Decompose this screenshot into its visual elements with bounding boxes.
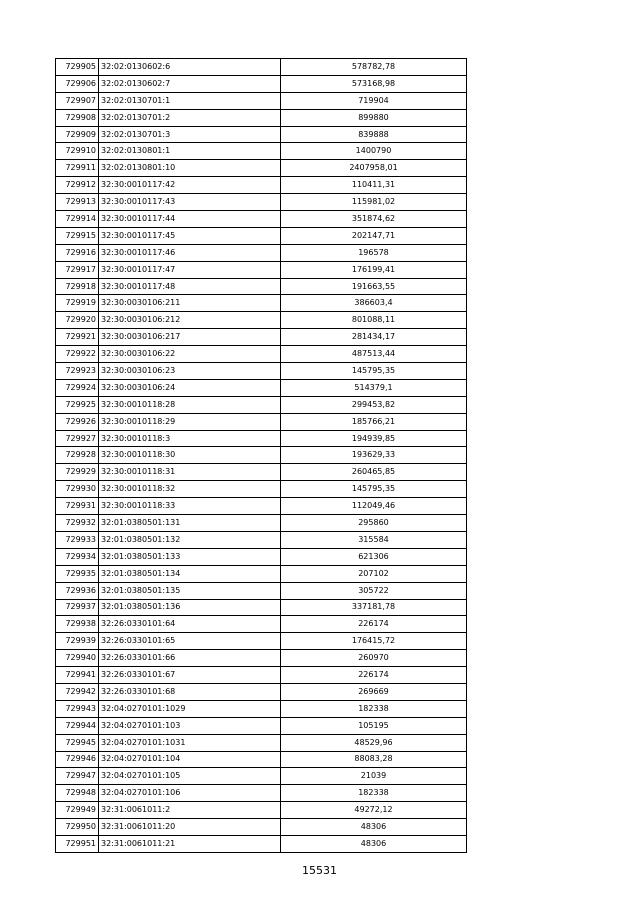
table-row bbox=[56, 582, 467, 599]
table-row bbox=[56, 633, 467, 650]
cadastral-number: 32:31:0061011:2 bbox=[99, 802, 281, 819]
page-number: 15531 bbox=[302, 864, 337, 877]
row-number: 729911 bbox=[56, 160, 99, 177]
row-number: 729940 bbox=[56, 650, 99, 667]
table-row bbox=[56, 346, 467, 363]
cadastral-value: 386603,4 bbox=[281, 295, 467, 312]
cadastral-value: 260970 bbox=[281, 650, 467, 667]
row-number: 729938 bbox=[56, 616, 99, 633]
table-row bbox=[56, 261, 467, 278]
cadastral-number: 32:02:0130701:1 bbox=[99, 92, 281, 109]
table-row bbox=[56, 363, 467, 380]
table-row bbox=[56, 768, 467, 785]
cadastral-number: 32:30:0010118:28 bbox=[99, 396, 281, 413]
cadastral-value: 578782,78 bbox=[281, 59, 467, 76]
row-number: 729907 bbox=[56, 92, 99, 109]
cadastral-value: 1400790 bbox=[281, 143, 467, 160]
cadastral-number: 32:01:0380501:133 bbox=[99, 548, 281, 565]
cadastral-number: 32:30:0030106:22 bbox=[99, 346, 281, 363]
cadastral-value: 226174 bbox=[281, 667, 467, 684]
cadastral-value: 112049,46 bbox=[281, 498, 467, 515]
cadastral-number: 32:26:0330101:67 bbox=[99, 667, 281, 684]
cadastral-value: 305722 bbox=[281, 582, 467, 599]
row-number: 729917 bbox=[56, 261, 99, 278]
cadastral-number: 32:30:0010117:47 bbox=[99, 261, 281, 278]
table-row bbox=[56, 819, 467, 836]
row-number: 729920 bbox=[56, 312, 99, 329]
row-number: 729925 bbox=[56, 396, 99, 413]
table-row bbox=[56, 227, 467, 244]
cadastral-value: 115981,02 bbox=[281, 194, 467, 211]
row-number: 729931 bbox=[56, 498, 99, 515]
cadastral-value: 21039 bbox=[281, 768, 467, 785]
cadastral-value: 182338 bbox=[281, 700, 467, 717]
cadastral-value: 2407958,01 bbox=[281, 160, 467, 177]
table-row bbox=[56, 481, 467, 498]
table-row bbox=[56, 717, 467, 734]
cadastral-number: 32:01:0380501:136 bbox=[99, 599, 281, 616]
row-number: 729947 bbox=[56, 768, 99, 785]
cadastral-number: 32:30:0010117:48 bbox=[99, 278, 281, 295]
table-row bbox=[56, 430, 467, 447]
table-row bbox=[56, 531, 467, 548]
cadastral-value: 351874,62 bbox=[281, 211, 467, 228]
cadastral-number: 32:30:0010118:32 bbox=[99, 481, 281, 498]
cadastral-value: 226174 bbox=[281, 616, 467, 633]
cadastral-value: 621306 bbox=[281, 548, 467, 565]
table-row bbox=[56, 650, 467, 667]
cadastral-value: 801088,11 bbox=[281, 312, 467, 329]
cadastral-number: 32:30:0010117:45 bbox=[99, 227, 281, 244]
cadastral-number: 32:04:0270101:106 bbox=[99, 785, 281, 802]
cadastral-value: 49272,12 bbox=[281, 802, 467, 819]
cadastral-value: 299453,82 bbox=[281, 396, 467, 413]
table-body bbox=[56, 59, 467, 853]
cadastral-value: 315584 bbox=[281, 531, 467, 548]
cadastral-number: 32:02:0130801:1 bbox=[99, 143, 281, 160]
table-row bbox=[56, 683, 467, 700]
row-number: 729930 bbox=[56, 481, 99, 498]
table-row bbox=[56, 160, 467, 177]
cadastral-value: 487513,44 bbox=[281, 346, 467, 363]
row-number: 729943 bbox=[56, 700, 99, 717]
row-number: 729924 bbox=[56, 379, 99, 396]
table-row bbox=[56, 447, 467, 464]
cadastral-number: 32:01:0380501:132 bbox=[99, 531, 281, 548]
row-number: 729951 bbox=[56, 835, 99, 852]
table-row bbox=[56, 59, 467, 76]
cadastral-number: 32:02:0130602:6 bbox=[99, 59, 281, 76]
cadastral-number: 32:02:0130801:10 bbox=[99, 160, 281, 177]
cadastral-number: 32:30:0030106:211 bbox=[99, 295, 281, 312]
row-number: 729936 bbox=[56, 582, 99, 599]
cadastral-number: 32:04:0270101:1029 bbox=[99, 700, 281, 717]
row-number: 729942 bbox=[56, 683, 99, 700]
cadastral-number: 32:04:0270101:103 bbox=[99, 717, 281, 734]
cadastral-number: 32:30:0030106:24 bbox=[99, 379, 281, 396]
cadastral-value: 202147,71 bbox=[281, 227, 467, 244]
row-number: 729909 bbox=[56, 126, 99, 143]
cadastral-value: 176415,72 bbox=[281, 633, 467, 650]
table-row bbox=[56, 835, 467, 852]
cadastral-number: 32:30:0010117:44 bbox=[99, 211, 281, 228]
table-row bbox=[56, 109, 467, 126]
row-number: 729946 bbox=[56, 751, 99, 768]
cadastral-number: 32:02:0130701:3 bbox=[99, 126, 281, 143]
row-number: 729935 bbox=[56, 565, 99, 582]
table-row bbox=[56, 667, 467, 684]
cadastral-value: 145795,35 bbox=[281, 481, 467, 498]
table-row bbox=[56, 548, 467, 565]
cadastral-value: 839888 bbox=[281, 126, 467, 143]
row-number: 729926 bbox=[56, 413, 99, 430]
row-number: 729950 bbox=[56, 819, 99, 836]
row-number: 729934 bbox=[56, 548, 99, 565]
cadastral-number: 32:30:0010118:29 bbox=[99, 413, 281, 430]
row-number: 729929 bbox=[56, 464, 99, 481]
table-row bbox=[56, 413, 467, 430]
cadastral-value: 295860 bbox=[281, 515, 467, 532]
row-number: 729916 bbox=[56, 244, 99, 261]
cadastral-number: 32:30:0030106:212 bbox=[99, 312, 281, 329]
cadastral-number: 32:30:0030106:217 bbox=[99, 329, 281, 346]
cadastral-value: 48306 bbox=[281, 835, 467, 852]
table-row bbox=[56, 802, 467, 819]
table-row bbox=[56, 295, 467, 312]
row-number: 729906 bbox=[56, 75, 99, 92]
table-row bbox=[56, 244, 467, 261]
table-row bbox=[56, 599, 467, 616]
table-row bbox=[56, 194, 467, 211]
table-row bbox=[56, 734, 467, 751]
cadastral-number: 32:01:0380501:131 bbox=[99, 515, 281, 532]
cadastral-number: 32:30:0010118:31 bbox=[99, 464, 281, 481]
cadastral-value: 176199,41 bbox=[281, 261, 467, 278]
cadastral-number: 32:30:0030106:23 bbox=[99, 363, 281, 380]
cadastral-value: 185766,21 bbox=[281, 413, 467, 430]
cadastral-value: 182338 bbox=[281, 785, 467, 802]
cadastral-number: 32:26:0330101:64 bbox=[99, 616, 281, 633]
row-number: 729915 bbox=[56, 227, 99, 244]
row-number: 729928 bbox=[56, 447, 99, 464]
row-number: 729918 bbox=[56, 278, 99, 295]
cadastral-value: 281434,17 bbox=[281, 329, 467, 346]
row-number: 729949 bbox=[56, 802, 99, 819]
cadastral-number: 32:04:0270101:105 bbox=[99, 768, 281, 785]
cadastral-number: 32:01:0380501:134 bbox=[99, 565, 281, 582]
cadastral-number: 32:04:0270101:104 bbox=[99, 751, 281, 768]
table-row bbox=[56, 700, 467, 717]
row-number: 729927 bbox=[56, 430, 99, 447]
table-row bbox=[56, 92, 467, 109]
cadastral-number: 32:26:0330101:65 bbox=[99, 633, 281, 650]
row-number: 729921 bbox=[56, 329, 99, 346]
cadastral-number: 32:30:0010117:46 bbox=[99, 244, 281, 261]
cadastral-value: 337181,78 bbox=[281, 599, 467, 616]
row-number: 729910 bbox=[56, 143, 99, 160]
cadastral-value: 207102 bbox=[281, 565, 467, 582]
table-row bbox=[56, 177, 467, 194]
row-number: 729923 bbox=[56, 363, 99, 380]
cadastral-number: 32:26:0330101:66 bbox=[99, 650, 281, 667]
cadastral-number: 32:31:0061011:21 bbox=[99, 835, 281, 852]
cadastral-value: 899880 bbox=[281, 109, 467, 126]
cadastral-value: 194939,85 bbox=[281, 430, 467, 447]
row-number: 729948 bbox=[56, 785, 99, 802]
table-row bbox=[56, 379, 467, 396]
row-number: 729912 bbox=[56, 177, 99, 194]
table-row bbox=[56, 211, 467, 228]
table-row bbox=[56, 616, 467, 633]
cadastral-number: 32:30:0010118:3 bbox=[99, 430, 281, 447]
cadastral-number: 32:30:0010117:43 bbox=[99, 194, 281, 211]
row-number: 729905 bbox=[56, 59, 99, 76]
cadastral-value: 260465,85 bbox=[281, 464, 467, 481]
cadastral-number: 32:01:0380501:135 bbox=[99, 582, 281, 599]
cadastral-number: 32:30:0010118:30 bbox=[99, 447, 281, 464]
cadastral-value: 573168,98 bbox=[281, 75, 467, 92]
row-number: 729908 bbox=[56, 109, 99, 126]
table-row bbox=[56, 126, 467, 143]
row-number: 729941 bbox=[56, 667, 99, 684]
row-number: 729913 bbox=[56, 194, 99, 211]
table-row bbox=[56, 785, 467, 802]
row-number: 729937 bbox=[56, 599, 99, 616]
table-row bbox=[56, 143, 467, 160]
cadastral-number: 32:02:0130701:2 bbox=[99, 109, 281, 126]
row-number: 729919 bbox=[56, 295, 99, 312]
row-number: 729939 bbox=[56, 633, 99, 650]
cadastral-number: 32:30:0010117:42 bbox=[99, 177, 281, 194]
cadastral-value: 48529,96 bbox=[281, 734, 467, 751]
cadastral-number: 32:02:0130602:7 bbox=[99, 75, 281, 92]
table-row bbox=[56, 312, 467, 329]
cadastral-value: 88083,28 bbox=[281, 751, 467, 768]
cadastral-value: 191663,55 bbox=[281, 278, 467, 295]
table-row bbox=[56, 396, 467, 413]
cadastral-value: 193629,33 bbox=[281, 447, 467, 464]
cadastral-value: 105195 bbox=[281, 717, 467, 734]
table-row bbox=[56, 329, 467, 346]
cadastral-number: 32:31:0061011:20 bbox=[99, 819, 281, 836]
row-number: 729944 bbox=[56, 717, 99, 734]
table-row bbox=[56, 278, 467, 295]
table-row bbox=[56, 751, 467, 768]
row-number: 729932 bbox=[56, 515, 99, 532]
cadastral-value: 48306 bbox=[281, 819, 467, 836]
table-row bbox=[56, 464, 467, 481]
cadastral-value-table bbox=[55, 58, 467, 853]
row-number: 729914 bbox=[56, 211, 99, 228]
cadastral-value: 269669 bbox=[281, 683, 467, 700]
cadastral-number: 32:30:0010118:33 bbox=[99, 498, 281, 515]
table-row bbox=[56, 498, 467, 515]
cadastral-number: 32:26:0330101:68 bbox=[99, 683, 281, 700]
cadastral-value: 514379,1 bbox=[281, 379, 467, 396]
cadastral-value: 719904 bbox=[281, 92, 467, 109]
table-row bbox=[56, 565, 467, 582]
cadastral-number: 32:04:0270101:1031 bbox=[99, 734, 281, 751]
table-row bbox=[56, 515, 467, 532]
table-row bbox=[56, 75, 467, 92]
row-number: 729945 bbox=[56, 734, 99, 751]
cadastral-value: 110411,31 bbox=[281, 177, 467, 194]
row-number: 729933 bbox=[56, 531, 99, 548]
cadastral-value: 196578 bbox=[281, 244, 467, 261]
cadastral-value: 145795,35 bbox=[281, 363, 467, 380]
row-number: 729922 bbox=[56, 346, 99, 363]
